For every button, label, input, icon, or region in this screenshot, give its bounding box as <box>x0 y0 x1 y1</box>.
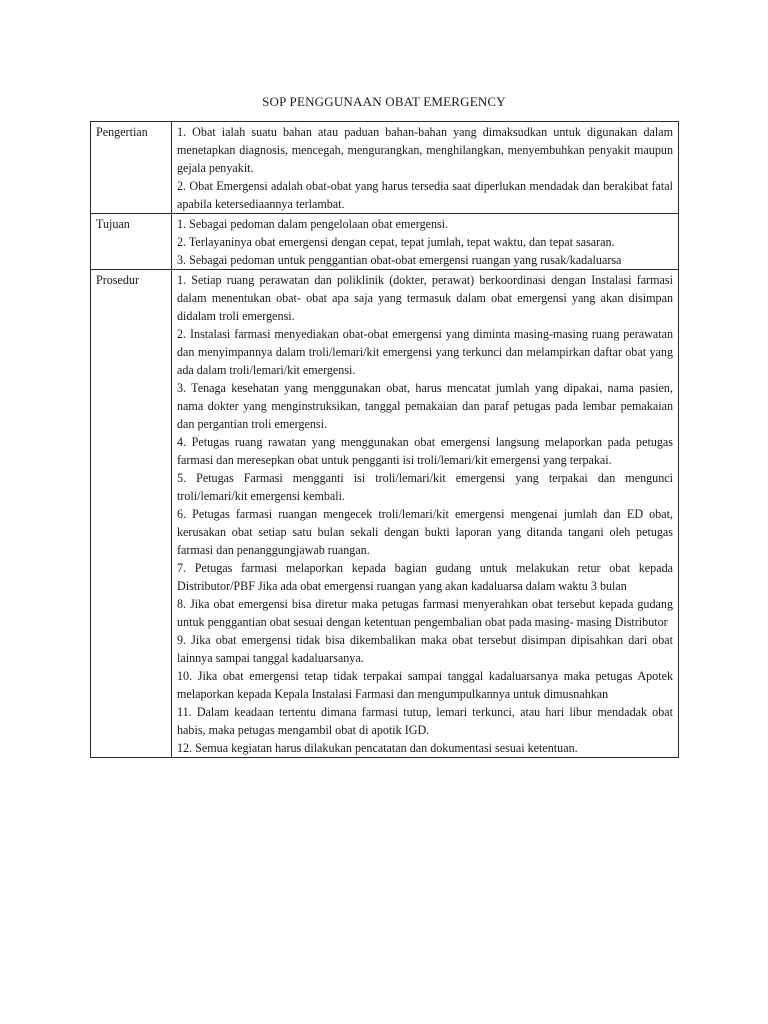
row-label-prosedur: Prosedur <box>91 270 172 758</box>
list-item: 2. Obat Emergensi adalah obat-obat yang harus tersedia saat diperlukan mendadak dan berakibat fatal apabila ketersediaannya terlambat. <box>177 179 673 211</box>
document-title: SOP PENGGUNAAN OBAT EMERGENCY <box>262 94 506 109</box>
list-item: 1. Setiap ruang perawatan dan poliklinik (dokter, perawat) berkoordinasi dengan Instalasi farmasi dalam menentukan obat- obat apa saja yang termasuk dalam obat emergensi yang akan disimpan didalam troli emergensi. <box>177 273 673 323</box>
table-row-tujuan <box>91 214 679 270</box>
list-item: 9. Jika obat emergensi tidak bisa dikembalikan maka obat tersebut disimpan dipisahkan dari obat lainnya sampai tanggal kadaluarsanya. <box>177 633 673 665</box>
list-item: 1. Sebagai pedoman dalam pengelolaan obat emergensi. <box>177 217 449 231</box>
list-item: 1. Obat ialah suatu bahan atau paduan bahan-bahan yang dimaksudkan untuk digunakan dalam menetapkan diagnosis, mencegah, mengurangkan, menghilangkan, menyembuhkan penyakit maupun gejala penyakit. <box>177 125 673 175</box>
list-item: 8. Jika obat emergensi bisa diretur maka petugas farmasi menyerahkan obat tersebut kepada gudang untuk penggantian obat sesuai dengan ketentuan pengembalian obat pada masing- masing Distributor <box>177 597 673 629</box>
list-item: 3. Sebagai pedoman untuk penggantian obat-obat emergensi ruangan yang rusak/kadaluarsa <box>177 253 622 267</box>
list-item: 10. Jika obat emergensi tetap tidak terpakai sampai tanggal kadaluarsanya maka petugas Apotek melaporkan kepada Kepala Instalasi Farmasi dan mengumpulkannya untuk dimusnahkan <box>177 669 673 701</box>
list-item: 7. Petugas farmasi melaporkan kepada bagian gudang untuk melakukan retur obat kepada Distributor/PBF Jika ada obat emergensi ruangan yang akan kadaluarsa dalam waktu 3 bulan <box>177 561 673 593</box>
row-content-tujuan <box>172 214 679 270</box>
list-item: 5. Petugas Farmasi mengganti isi troli/lemari/kit emergensi yang terpakai dan mengunci troli/lemari/kit emergensi kembali. <box>177 471 673 503</box>
list-item: 4. Petugas ruang rawatan yang menggunakan obat emergensi langsung melaporkan pada petugas farmasi dan meresepkan obat untuk pengganti isi troli/lemari/kit emergensi yang terpakai. <box>177 435 673 467</box>
list-item: 3. Tenaga kesehatan yang menggunakan obat, harus mencatat jumlah yang dipakai, nama pasien, nama dokter yang menginstruksikan, tanggal pemakaian dan paraf petugas pada lembar pemakaian dan pergantian troli emergensi. <box>177 381 673 431</box>
row-content-pengertian <box>172 122 679 214</box>
list-item: 12. Semua kegiatan harus dilakukan pencatatan dan dokumentasi sesuai ketentuan. <box>177 741 578 755</box>
sop-table <box>90 121 679 758</box>
row-content-prosedur <box>172 270 679 758</box>
list-item: 6. Petugas farmasi ruangan mengecek troli/lemari/kit emergensi mengenai jumlah dan ED obat, kerusakan obat setiap satu bulan sekali dengan bukti laporan yang ditanda tangani oleh petugas farmasi dan penanggungjawab ruangan. <box>177 507 673 557</box>
row-label-tujuan: Tujuan <box>91 214 172 270</box>
row-label-pengertian: Pengertian <box>91 122 172 214</box>
list-item: 2. Terlayaninya obat emergensi dengan cepat, tepat jumlah, tepat waktu, dan tepat sasaran. <box>177 235 615 249</box>
table-row-prosedur <box>91 270 679 758</box>
list-item: 2. Instalasi farmasi menyediakan obat-obat emergensi yang diminta masing-masing ruang perawatan dan menyimpannya dalam troli/lemari/kit emergensi yang terkunci dan melampirkan daftar obat yang ada dalam troli/lemari/kit emergensi. <box>177 327 673 377</box>
list-item: 11. Dalam keadaan tertentu dimana farmasi tutup, lemari terkunci, atau hari libur mendadak obat habis, maka petugas mengambil obat di apotik IGD. <box>177 705 673 737</box>
table-row-pengertian <box>91 122 679 214</box>
